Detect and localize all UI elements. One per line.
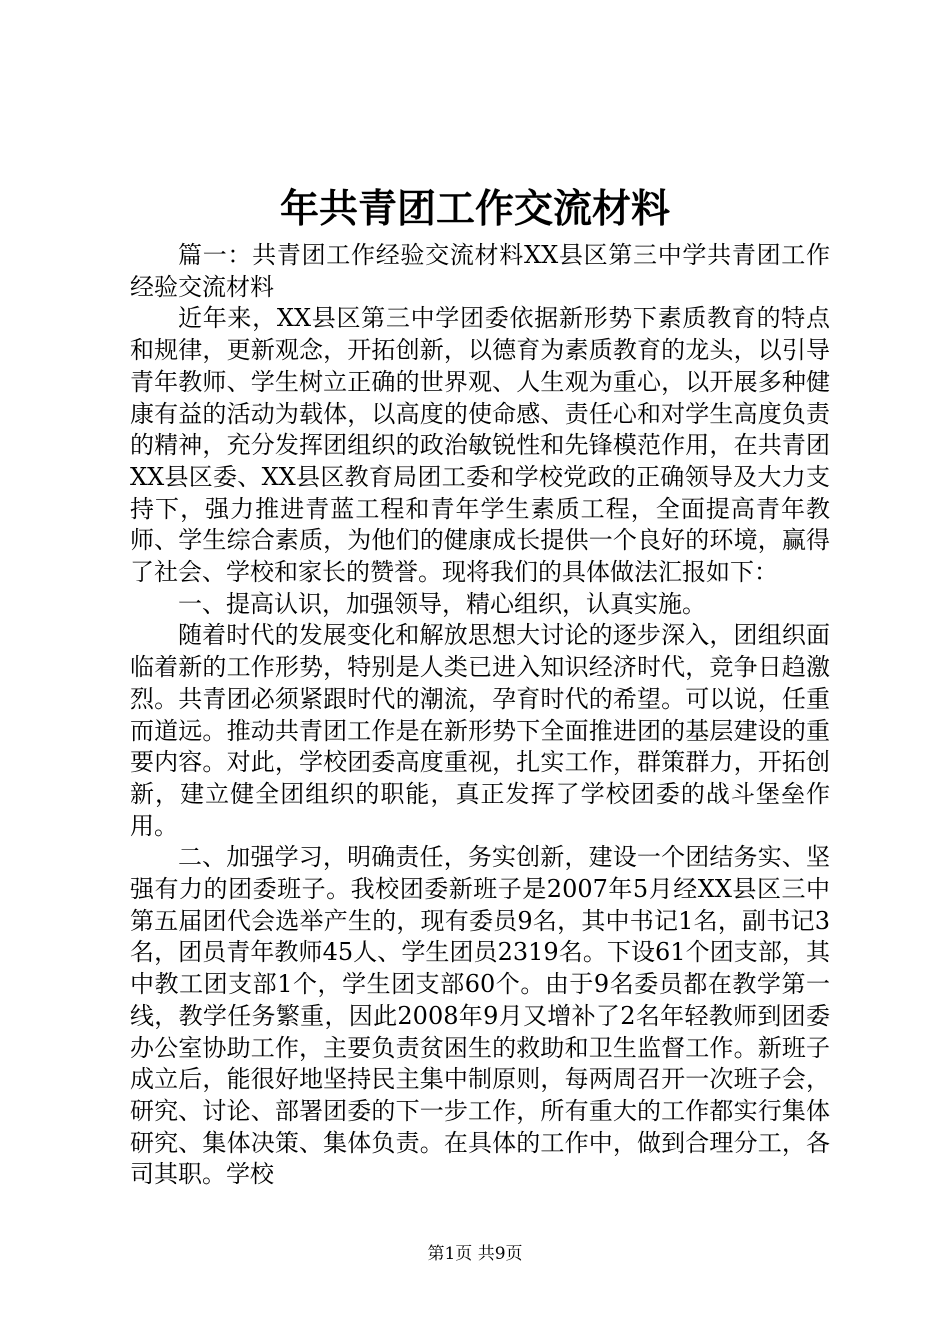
paragraph-section-1-body: 随着时代的发展变化和解放思想大讨论的逐步深入，团组织面临着新的工作形势，特别是人类已进入知识经济时代，竞争日趋激烈。共青团必须紧跟时代的潮流，孕育时代的希望。可以说，任重而道远。推动共青团工作是在新形势下全面推进团的基层建设的重要内容。对此，学校团委高度重视，扎实工作，群策群力，开拓创新，建立健全团组织的职能，真正发挥了学校团委的战斗堡垒作用。	[130, 621, 830, 840]
document-title: 年共青团工作交流材料	[279, 186, 670, 232]
paragraph-section-1-heading: 一、提高认识，加强领导，精心组织，认真实施。	[178, 589, 706, 618]
paragraph-section-2: 二、加强学习，明确责任，务实创新，建设一个团结务实、坚强有力的团委班子。我校团委新班子是2007年5月经XX县区三中第五届团代会选举产生的，现有委员9名，其中书记1名，副书记3名，团员青年教师45人、学生团员2319名。下设61个团支部，其中教工团支部1个，学生团支部60个。由于9名委员都在教学第一线，教学任务繁重，因此2008年9月又增补了2名年轻教师到团委办公室协助工作，主要负责贫困生的救助和卫生监督工作。新班子成立后，能很好地坚持民主集中制原则，每两周召开一次班子会，研究、讨论、部署团委的下一步工作，所有重大的工作都实行集体研究、集体决策、集体负责。在具体的工作中，做到合理分工，各司其职。学校	[130, 843, 830, 1189]
paragraph-intro: 篇一：共青团工作经验交流材料XX县区第三中学共青团工作经验交流材料	[130, 241, 830, 301]
page-footer: 第1页 共9页	[427, 1244, 523, 1264]
document-body	[130, 240, 830, 1191]
paragraph-overview: 近年来，XX县区第三中学团委依据新形势下素质教育的特点和规律，更新观念，开拓创新，以德育为素质教育的龙头，以引导青年教师、学生树立正确的世界观、人生观为重心，以开展多种健康有益的活动为载体，以高度的使命感、责任心和对学生高度负责的精神，充分发挥团组织的政治敏锐性和先锋模范作用，在共青团XX县区委、XX县区教育局团工委和学校党政的正确领导及大力支持下，强力推进青蓝工程和青年学生素质工程，全面提高青年教师、学生综合素质，为他们的健康成长提供一个良好的环境，赢得了社会、学校和家长的赞誉。现将我们的具体做法汇报如下：	[130, 304, 830, 587]
